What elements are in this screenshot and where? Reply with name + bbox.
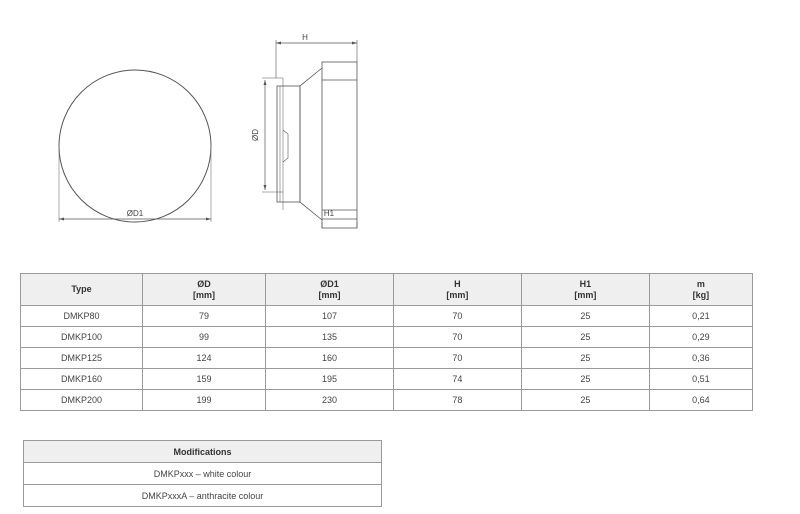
cell-m: 0,64 — [649, 390, 752, 411]
modification-item: DMKPxxxA – anthracite colour — [24, 485, 382, 507]
cell-type: DMKP100 — [21, 327, 143, 348]
header-h1-label: H1 — [579, 278, 592, 289]
header-m — [649, 274, 752, 306]
table-row — [21, 327, 753, 348]
cell-h1: 25 — [521, 306, 649, 327]
header-h1 — [521, 274, 649, 306]
cell-od1: 160 — [266, 348, 394, 369]
cell-od: 159 — [143, 369, 266, 390]
header-type — [21, 274, 143, 306]
modifications-header-row — [24, 441, 382, 463]
cell-od: 79 — [143, 306, 266, 327]
cell-m: 0,36 — [649, 348, 752, 369]
header-h1-unit: [mm] — [574, 289, 597, 300]
cell-od1: 107 — [266, 306, 394, 327]
cell-h1: 25 — [521, 390, 649, 411]
header-h-label: H — [454, 278, 461, 289]
cell-type: DMKP200 — [21, 390, 143, 411]
cell-m: 0,21 — [649, 306, 752, 327]
table-row — [24, 485, 382, 507]
cell-m: 0,29 — [649, 327, 752, 348]
d1-dimension-label: ØD1 — [126, 209, 144, 218]
cell-h: 74 — [393, 369, 521, 390]
header-od-unit: [mm] — [193, 289, 215, 300]
table-row — [21, 348, 753, 369]
header-type-label: Type — [71, 284, 92, 294]
side-view — [262, 40, 357, 228]
header-m-unit: [kg] — [692, 289, 710, 300]
front-view — [59, 70, 211, 222]
h-dimension-label: H — [302, 33, 308, 42]
header-od-label: ØD — [197, 278, 211, 289]
cell-od1: 230 — [266, 390, 394, 411]
specifications-header-row — [21, 274, 753, 306]
cell-type: DMKP80 — [21, 306, 143, 327]
cell-h: 70 — [393, 306, 521, 327]
specifications-table — [20, 273, 753, 411]
header-h — [393, 274, 521, 306]
cell-h1: 25 — [521, 348, 649, 369]
header-od1 — [266, 274, 394, 306]
front-view-circle — [59, 70, 211, 222]
table-row — [21, 369, 753, 390]
header-od1-label: ØD1 — [320, 278, 339, 289]
modification-item: DMKPxxx – white colour — [24, 463, 382, 485]
cell-od1: 195 — [266, 369, 394, 390]
modifications-table — [23, 440, 382, 507]
table-row — [21, 390, 753, 411]
modifications-header: Modifications — [24, 441, 382, 463]
cell-od: 99 — [143, 327, 266, 348]
header-od1-unit: [mm] — [318, 289, 341, 300]
cell-h1: 25 — [521, 369, 649, 390]
h1-dimension-label: H1 — [323, 209, 335, 218]
table-row — [24, 463, 382, 485]
cell-h1: 25 — [521, 327, 649, 348]
cell-h: 70 — [393, 348, 521, 369]
header-h-unit: [mm] — [446, 289, 469, 300]
cell-m: 0,51 — [649, 369, 752, 390]
cell-od: 124 — [143, 348, 266, 369]
d-dimension-label: ØD — [251, 129, 260, 141]
table-row — [21, 306, 753, 327]
cell-od1: 135 — [266, 327, 394, 348]
header-od — [143, 274, 266, 306]
cell-h: 78 — [393, 390, 521, 411]
cell-h: 70 — [393, 327, 521, 348]
header-m-label: m — [696, 278, 705, 289]
cell-type: DMKP160 — [21, 369, 143, 390]
cell-type: DMKP125 — [21, 348, 143, 369]
cell-od: 199 — [143, 390, 266, 411]
